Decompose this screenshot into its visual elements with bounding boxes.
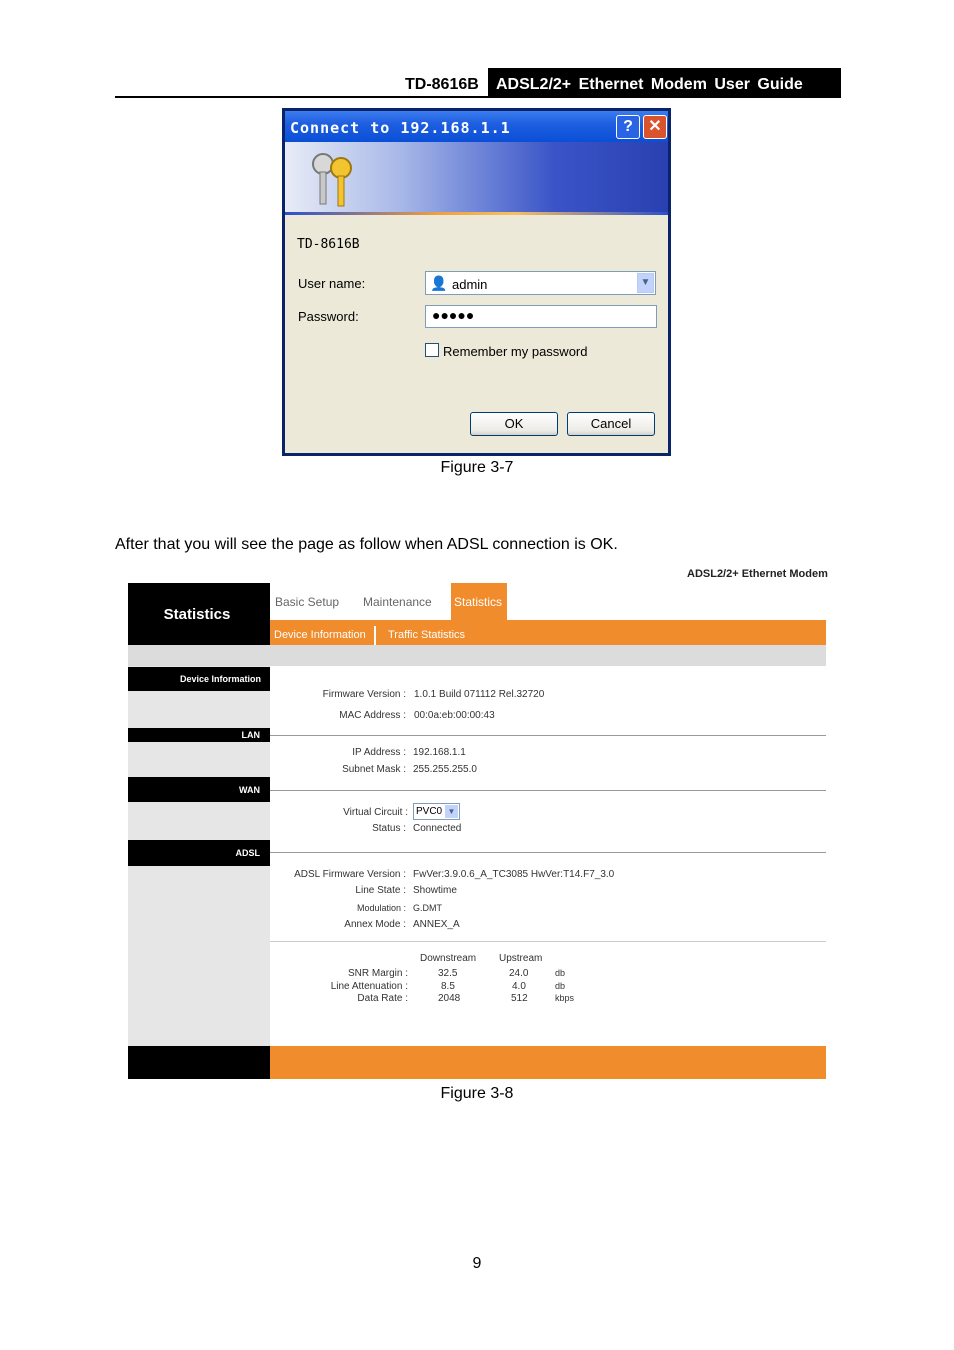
attenuation-unit: db bbox=[555, 981, 566, 991]
modulation-label: Modulation : bbox=[356, 903, 406, 913]
nav-basic-setup[interactable]: Basic Setup bbox=[275, 595, 340, 609]
page-number: 9 bbox=[472, 1255, 482, 1272]
chevron-down-icon[interactable]: ▼ bbox=[637, 273, 654, 293]
section-label: LAN bbox=[241, 730, 260, 740]
col-upstream: Upstream bbox=[499, 953, 543, 964]
router-footer-right bbox=[270, 1046, 826, 1079]
line-state-label: Line State : bbox=[355, 885, 406, 896]
cancel-button[interactable]: Cancel bbox=[567, 412, 655, 436]
attenuation-up: 4.0 bbox=[512, 981, 526, 992]
annex-label: Annex Mode : bbox=[344, 919, 406, 930]
mask-value: 255.255.255.0 bbox=[413, 764, 477, 775]
firmware-value: 1.0.1 Build 071112 Rel.32720 bbox=[414, 689, 545, 700]
section-wan bbox=[128, 777, 270, 802]
modulation-value: G.DMT bbox=[413, 903, 442, 913]
mac-value: 00:0a:eb:00:00:43 bbox=[414, 710, 495, 721]
annex-value: ANNEX_A bbox=[413, 919, 460, 930]
divider bbox=[270, 790, 826, 791]
figure-caption: Figure 3-8 bbox=[440, 1085, 514, 1102]
ok-button[interactable]: OK bbox=[470, 412, 558, 436]
nav-maintenance[interactable]: Maintenance bbox=[363, 595, 432, 609]
mac-label: MAC Address : bbox=[339, 710, 406, 721]
snr-up: 24.0 bbox=[509, 968, 529, 979]
ip-value: 192.168.1.1 bbox=[413, 747, 466, 758]
username-value: admin bbox=[452, 277, 488, 292]
status-label: Status : bbox=[372, 823, 406, 834]
firmware-label: Firmware Version : bbox=[322, 689, 406, 700]
password-value: ●●●●● bbox=[432, 307, 475, 323]
router-gray-strip bbox=[128, 645, 826, 666]
chevron-down-icon[interactable]: ▼ bbox=[445, 805, 458, 818]
vc-value: PVC0 bbox=[416, 806, 443, 817]
doc-title: ADSL2/2+ Ethernet Modem User Guide bbox=[496, 76, 803, 93]
status-value: Connected bbox=[413, 823, 462, 834]
subnav-device-information[interactable]: Device Information bbox=[274, 629, 366, 641]
help-icon[interactable]: ? bbox=[616, 115, 640, 139]
section-lan bbox=[128, 728, 270, 742]
data-rate-up: 512 bbox=[511, 993, 528, 1004]
username-label: User name: bbox=[298, 276, 366, 291]
mask-label: Subnet Mask : bbox=[342, 764, 406, 775]
col-downstream: Downstream bbox=[420, 953, 477, 964]
section-adsl bbox=[128, 840, 270, 866]
router-product: ADSL2/2+ Ethernet Modem bbox=[687, 568, 828, 580]
doc-model: TD-8616B bbox=[405, 76, 479, 93]
section-device-information bbox=[128, 667, 270, 691]
dialog-title: Connect to 192.168.1.1 bbox=[290, 119, 511, 137]
password-label: Password: bbox=[298, 309, 359, 324]
remember-checkbox[interactable] bbox=[425, 343, 439, 357]
keys-icon bbox=[303, 146, 363, 210]
line-state-value: Showtime bbox=[413, 885, 457, 896]
snr-unit: db bbox=[555, 968, 566, 978]
router-top-nav bbox=[270, 583, 826, 620]
attenuation-label: Line Attenuation : bbox=[330, 981, 408, 992]
attenuation-down: 8.5 bbox=[441, 981, 455, 992]
subnav-divider bbox=[374, 626, 376, 645]
snr-label: SNR Margin : bbox=[347, 968, 408, 979]
header-rule bbox=[115, 96, 841, 98]
data-rate-label: Data Rate : bbox=[357, 993, 408, 1004]
ip-label: IP Address : bbox=[352, 747, 406, 758]
data-rate-unit: kbps bbox=[555, 993, 575, 1003]
body-paragraph: After that you will see the page as follow when ADSL connection is OK. bbox=[115, 536, 618, 553]
snr-down: 32.5 bbox=[438, 968, 458, 979]
close-icon[interactable]: ✕ bbox=[643, 115, 667, 139]
router-footer-left bbox=[128, 1046, 270, 1079]
adsl-fw-value: FwVer:3.9.0.6_A_TC3085 HwVer:T14.F7_3.0 bbox=[413, 869, 615, 880]
nav-statistics[interactable]: Statistics bbox=[454, 595, 503, 609]
section-label: WAN bbox=[239, 785, 260, 795]
adsl-fw-label: ADSL Firmware Version : bbox=[294, 869, 406, 880]
router-left-title: Statistics bbox=[163, 606, 231, 623]
remember-label[interactable]: Remember my password bbox=[443, 344, 588, 359]
vc-label: Virtual Circuit : bbox=[343, 807, 408, 818]
figure-caption: Figure 3-7 bbox=[440, 459, 514, 476]
divider bbox=[270, 735, 826, 736]
dialog-banner bbox=[285, 142, 668, 214]
section-label: ADSL bbox=[235, 848, 260, 858]
divider bbox=[270, 852, 826, 853]
data-rate-down: 2048 bbox=[438, 993, 461, 1004]
server-name: TD-8616B bbox=[297, 237, 360, 252]
subnav-traffic-statistics[interactable]: Traffic Statistics bbox=[388, 629, 466, 641]
user-icon: 👤 bbox=[430, 275, 448, 291]
section-label: Device Information bbox=[179, 674, 261, 684]
divider bbox=[270, 941, 826, 942]
